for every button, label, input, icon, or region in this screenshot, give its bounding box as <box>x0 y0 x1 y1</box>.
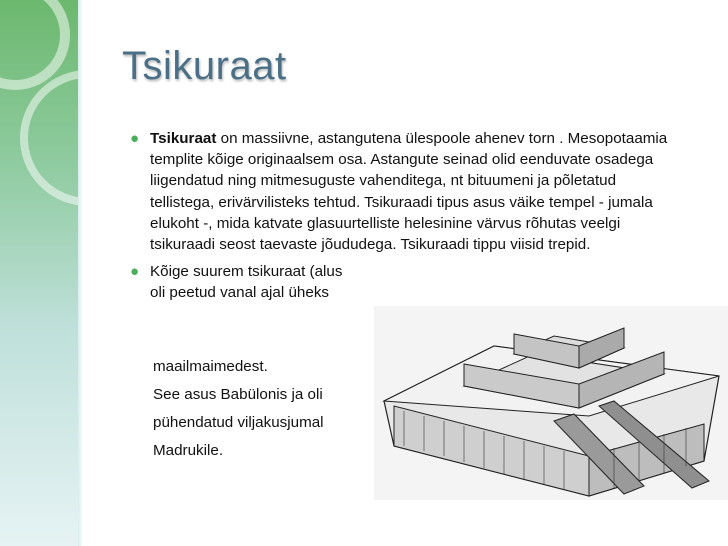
bullet-text-line: Kõige suurem tsikuraat (alus <box>150 263 343 281</box>
sidebar-edge <box>78 0 82 546</box>
bullet-icon: ● <box>130 263 140 281</box>
continuation-line: Madrukile. <box>153 442 224 459</box>
decorative-sidebar <box>0 0 82 546</box>
bullet-list <box>130 128 670 310</box>
bullet-bold-term: Tsikuraat <box>150 130 217 147</box>
bullet-text: on massiivne, astangutena ülespoole ahenev torn . Mesopotaamia templite kõige originaalsem osa. Astangute seinad olid eenduvate osadega liigendatud ning mitmesuguste vahenditega, nt bituumeni ja põletatud tellistega, erivärvilisteks tehtud. Tsikuraadi tipus asus väike tempel - jumala elukoht -, mida katvate glasuurtelliste helesinine värvus rõhutas veelgi tsikuraadi seost taevaste jõududega. Tsikuraadi tippu viisid trepid. <box>150 130 668 254</box>
continuation-line: See asus Babülonis ja oli <box>153 386 323 403</box>
bullet-item <box>130 128 670 255</box>
decor-ring <box>20 70 82 206</box>
slide-title: Tsikuraat <box>122 44 287 88</box>
continuation-line: maailmaimedest. <box>153 358 268 375</box>
bullet-item <box>130 261 670 303</box>
bullet-icon: ● <box>130 130 140 147</box>
bullet-text-line: oli peetud vanal ajal üheks <box>150 284 330 302</box>
ziggurat-image <box>374 306 728 500</box>
ziggurat-drawing-icon <box>374 306 728 500</box>
continuation-line: pühendatud viljakusjumal <box>153 414 324 431</box>
